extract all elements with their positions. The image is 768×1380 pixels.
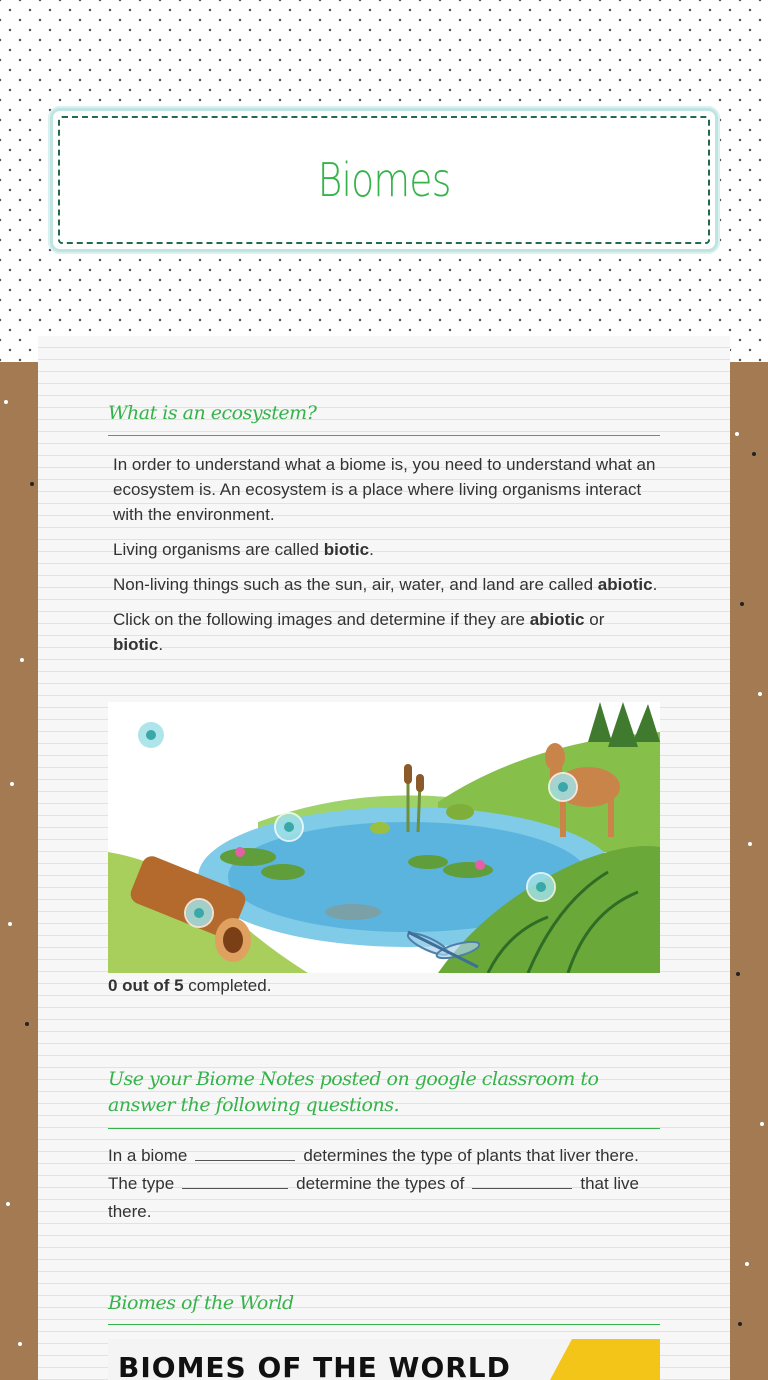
cork-dot — [745, 1262, 749, 1266]
section-title-ecosystem: What is an ecosystem? — [108, 402, 317, 424]
hotspot-marker-icon[interactable] — [550, 774, 576, 800]
cork-dot — [6, 1202, 10, 1206]
hotspot-marker-icon[interactable] — [276, 814, 302, 840]
fill-in-paragraph: In a biome determines the type of plants that liver there. The type determine the types of that live there. — [108, 1146, 639, 1221]
title-frame — [58, 116, 710, 244]
cork-dot — [752, 452, 756, 456]
cork-dot — [738, 1322, 742, 1326]
section-title-biomes-world: Biomes of the World — [108, 1292, 294, 1314]
cork-dot — [18, 1342, 22, 1346]
title-card — [50, 108, 718, 252]
section-title-questions: Use your Biome Notes posted on google classroom to answer the following questions. — [108, 1068, 599, 1116]
cork-dot — [20, 658, 24, 662]
ecosystem-text — [113, 452, 658, 657]
section-rule — [108, 1128, 660, 1129]
section-questions — [108, 1066, 660, 1129]
cork-dot — [25, 1022, 29, 1026]
hotspot-marker-icon[interactable] — [138, 722, 164, 748]
section-rule — [108, 435, 660, 436]
biotic-term: biotic — [323, 540, 370, 559]
blank-input-2[interactable] — [182, 1174, 288, 1189]
abiotic-term: abiotic — [597, 575, 653, 594]
ecosystem-image[interactable] — [108, 702, 660, 973]
banner-title: BIOMES OF THE WORLD — [118, 1351, 511, 1380]
cork-dot — [735, 432, 739, 436]
biomes-world-image[interactable] — [108, 1339, 660, 1380]
blank-input-3[interactable] — [472, 1174, 572, 1189]
section-biomes-world — [108, 1292, 660, 1325]
cork-dot — [740, 602, 744, 606]
cork-dot — [8, 922, 12, 926]
cork-dot — [748, 842, 752, 846]
biotic-paragraph: Living organisms are called biotic. — [113, 540, 374, 559]
hotspot-marker-icon[interactable] — [528, 874, 554, 900]
abiotic-paragraph: Non-living things such as the sun, air, water, and land are called abiotic. — [113, 575, 658, 594]
banner-accent — [550, 1339, 660, 1380]
cork-dot — [4, 400, 8, 404]
blank-input-1[interactable] — [195, 1146, 295, 1161]
section-rule — [108, 1324, 660, 1325]
hotspot-marker-icon[interactable] — [186, 900, 212, 926]
worksheet-paper — [38, 336, 730, 1380]
cork-dot — [758, 692, 762, 696]
cork-dot — [760, 1122, 764, 1126]
cork-dot — [10, 782, 14, 786]
intro-paragraph: In order to understand what a biome is, you need to understand what an ecosystem is. An ecosystem is a place where living organisms interact with the environment. — [113, 455, 656, 524]
progress-text: 0 out of 5 completed. — [108, 976, 272, 995]
ecosystem-illustration — [108, 702, 660, 973]
section-ecosystem — [108, 402, 660, 436]
cork-dot — [736, 972, 740, 976]
page-title: Biomes — [317, 153, 451, 207]
instruction-paragraph: Click on the following images and determine if they are abiotic or biotic. — [113, 610, 605, 654]
cork-dot — [30, 482, 34, 486]
